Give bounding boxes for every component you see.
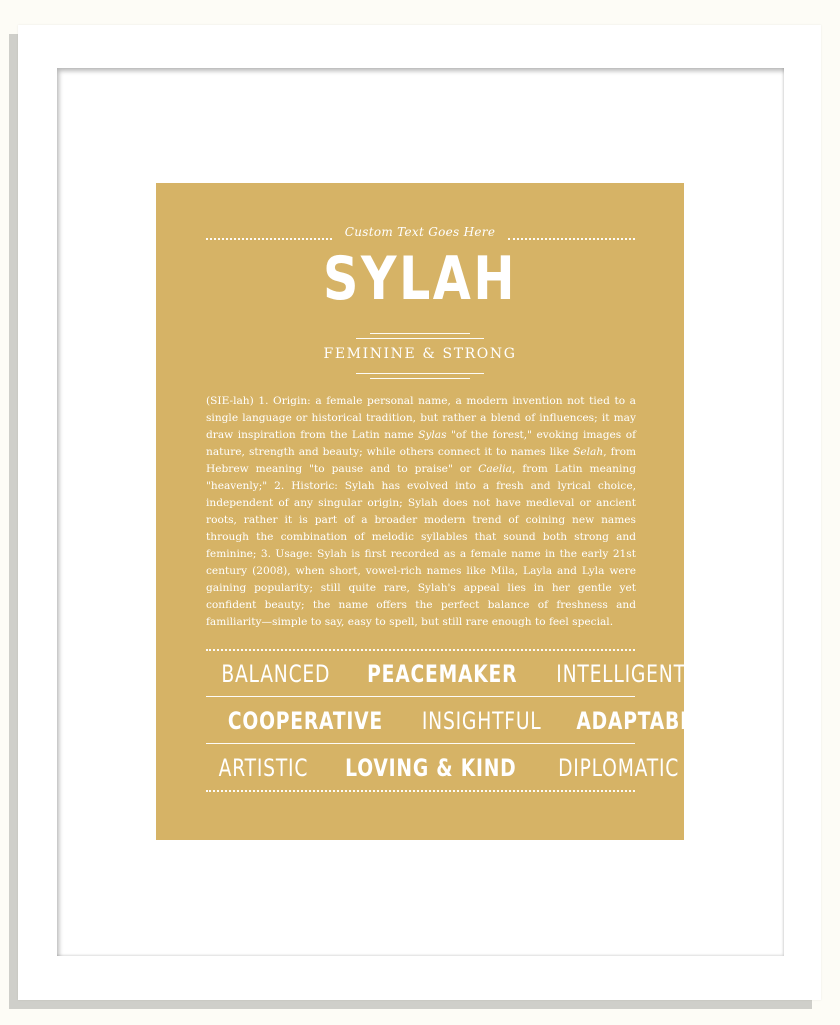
trait-word: INTELLIGENT xyxy=(556,660,686,688)
trait-divider-2 xyxy=(206,743,635,744)
trait-word: BALANCED xyxy=(221,660,331,688)
definition-caelia: Caelia xyxy=(478,463,513,475)
trait-word: ARTISTIC xyxy=(218,754,309,782)
name-print xyxy=(156,183,707,840)
trait-word: DIPLOMATIC xyxy=(557,754,679,782)
title-rule-lower xyxy=(356,338,484,339)
trait-row-3 xyxy=(206,751,679,785)
trait-word: ADAPTABLE xyxy=(576,707,707,735)
tagline-rule-lower xyxy=(370,378,470,379)
tagline-rule-upper xyxy=(356,373,484,374)
custom-text: Custom Text Goes Here xyxy=(344,225,496,239)
trait-row-1 xyxy=(206,657,686,691)
trait-divider-1 xyxy=(206,696,635,697)
name-title: SYLAH xyxy=(323,244,517,314)
trait-word: LOVING & KIND xyxy=(344,754,517,782)
title-rule-upper xyxy=(370,333,470,334)
definition-sylas: Sylas xyxy=(418,429,447,441)
trait-word: INSIGHTFUL xyxy=(421,707,542,735)
traits-dotted-rule-top xyxy=(206,649,635,651)
name-definition: (SIE-lah) 1. Origin: a female personal name, a modern invention not tied to a single language or historical tradition, but rather a blend of influences; it may draw inspiration from the Latin name Sylas "of the forest," evoking images of nature, strength and beauty; while others connect it to names like Selah, from Hebrew meaning "to pause and to praise" or Caelia, from Latin meaning "heavenly;" 2. Historic: Sylah has evolved into a fresh and lyrical choice, independent of any singular origin; Sylah does not have medieval or ancient roots, rather it is part of a broader modern trend of coining new names through the combination of melodic syllables that sound both strong and feminine; 3. Usage: Sylah is first recorded as a female name in the early 21st century (2008), when short, vowel-rich names like Mila, Layla and Lyla were gaining popularity; still quite rare, Sylah's appeal lies in her gentle yet confident beauty; the name offers the perfect balance of freshness and familiarity—simple to say, easy to spell, but still rare enough to feel special. xyxy=(206,395,636,628)
tagline: FEMININE & STRONG xyxy=(323,346,517,362)
trait-word: PEACEMAKER xyxy=(366,660,517,688)
definition-selah: Selah xyxy=(573,446,604,458)
trait-row-2 xyxy=(206,704,707,738)
traits-dotted-rule-bottom xyxy=(206,790,635,792)
trait-word: COOPERATIVE xyxy=(227,707,383,735)
